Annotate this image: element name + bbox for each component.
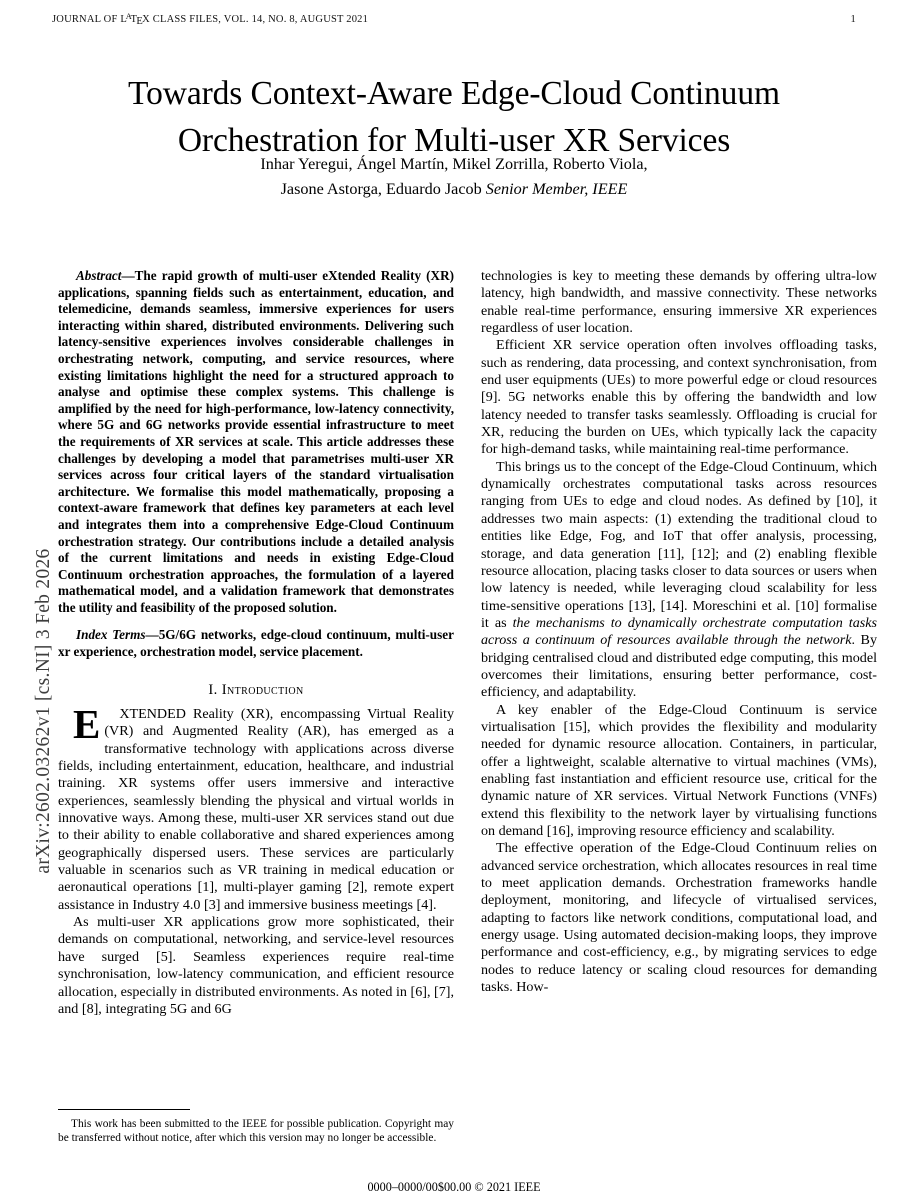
latex-a: A xyxy=(125,11,132,21)
running-head-left xyxy=(52,11,369,28)
page-footer: 0000–0000/00$00.00 © 2021 IEEE xyxy=(367,1180,541,1194)
latex-t: T xyxy=(130,14,138,25)
index-terms-paragraph xyxy=(58,627,454,660)
section-heading-introduction: I. Introduction xyxy=(208,681,304,698)
author-line-1: Inhar Yeregui, Ángel Martín, Mikel Zorrilla, Roberto Viola, xyxy=(260,155,648,173)
drop-cap: E xyxy=(73,701,101,747)
running-head-prefix: JOURNAL OF xyxy=(52,14,121,25)
index-terms-text: 5G/6G networks, edge-cloud continuum, multi-user xr experience, orchestration model, service placement. xyxy=(58,627,454,660)
intro-paragraph-1-text: XTENDED Reality (XR), encompassing Virtual Reality (VR) and Augmented Reality (AR), has emerged as a transformative technology with applications across diverse fields, including entertainment, education, healthcare, and industrial training. XR systems offer users immersive and interactive experiences, seamlessly blending the physical and virtual worlds in innovative ways. Among these, multi-user XR services stand out due to their ability to enable collaborative and shared experiences among geographically dispersed users. These services are particularly valuable in scenarios such as VR training in medical education or aeronautical operations [1], multi-player gaming [2], remote expert assistance in Industry 4.0 [3] and immersive business meetings [4]. xyxy=(58,706,454,913)
membership-grade: Senior Member, IEEE xyxy=(485,180,628,198)
footnote-block xyxy=(58,1118,454,1145)
running-head xyxy=(52,11,856,28)
abstract-text: The rapid growth of multi-user eXtended Reality (XR) applications, spanning fields such as entertainment, education, and telemedicine, demands seamless, immersive experiences for users interacting within shared, distributed environments. Delivering such latency-sensitive experiences involves considerable challenges in orchestrating network, computing, and service resources, where existing limitations highlight the need for a structured approach to analyse and optimise these complex systems. This challenge is amplified by the need for high-performance, low-latency connectivity, where 5G and 6G networks provide essential infrastructure to meet the requirements of XR services at scale. This article addresses these challenges by developing a model that parametrises multi-user XR services across four critical layers of the standard virtualisation architecture. We formalise this model mathematically, proposing a context-aware framework that defines key parameters at each level and integrates them into a comprehensive Edge-Cloud Continuum orchestration strategy. Our contributions include a detailed analysis of the current limitations and needs in existing Edge-Cloud Continuum orchestration approaches, the formulation of a layered mathematical model, and a validation framework that demonstrates the utility and feasibility of the proposed solution. xyxy=(58,268,454,615)
abstract-paragraph xyxy=(58,268,454,616)
latex-e: E xyxy=(136,16,143,28)
index-terms-dash: — xyxy=(145,627,159,643)
right-paragraph-1: technologies is key to meeting these demands by offering ultra-low latency, high bandwidth, and massive connectivity. These networks enable real-time performance, ensuring immersive XR experiences regardless of user location. xyxy=(481,268,877,337)
intro-paragraph-1 xyxy=(58,701,454,914)
latex-logo xyxy=(120,11,150,28)
right-paragraph-2: Efficient XR service operation often involves offloading tasks, such as rendering, data processing, and context synchronisation, from end user equipments (UEs) to more powerful edge or cloud resources [9]. 5G networks enable this by offering the bandwidth and low latency needed to transfer tasks seamlessly. Offloading is crucial for XR, reducing the burden on UEs, which typically lack the capacity for high-demand tasks, while maintaining real-time performance. xyxy=(481,337,877,458)
latex-x: X xyxy=(142,14,150,25)
column-left xyxy=(58,268,454,1018)
continuum-definition-quote: the mechanisms to dynamically orchestrate computation tasks across a continuum of resources available through the network xyxy=(481,614,877,649)
page-title: Towards Context-Aware Edge-Cloud Continuum Orchestration for Multi-user XR Services xyxy=(128,75,780,160)
right-paragraph-5: The effective operation of the Edge-Cloud Continuum relies on advanced service orchestration, which allocates resources in real time to meet application demands. Orchestration frameworks handle deployment, monitoring, and lifecycle of virtualised services, adapting to factors like network conditions, computational load, and energy usage. Using automated decision-making loops, they improve performance and cost-efficiency, e.g., by migrating services to edge nodes to reduce latency or scaling cloud resources for demanding tasks. How- xyxy=(481,840,877,996)
right-paragraph-3 xyxy=(481,459,877,702)
right-paragraph-4: A key enabler of the Edge-Cloud Continuum is service virtualisation [15], which provides the flexibility and modularity needed for dynamic resource allocation. Containers, in particular, offer a lightweight, scalable alternative to virtual machines (VMs), enabling fast instantiation and efficient resource use, critical for the dynamic nature of XR services. Virtual Network Functions (VNFs) extend this flexibility to the network layer by virtualising functions on demand [16], improving resource efficiency and scalability. xyxy=(481,701,877,839)
column-right xyxy=(481,268,877,996)
abstract-block xyxy=(58,268,454,661)
author-names-2: Jasone Astorga, Eduardo Jacob xyxy=(280,180,486,198)
right-paragraph-3b: . By bridging centralised cloud and distributed edge computing, this model overcomes their limitations, ensuring better performance, cost-efficiency, and adaptability. xyxy=(481,632,877,701)
intro-paragraph-2: As multi-user XR applications grow more sophisticated, their demands on computational, networking, and service-level resources have surged [5]. Seamless experiences require real-time synchronisation, low-latency communication, and efficient resource allocation, especially in distributed environments. As noted in [6], [7], and [8], integrating 5G and 6G xyxy=(58,914,454,1017)
index-terms-label: Index Terms xyxy=(76,627,146,643)
author-list xyxy=(70,152,838,202)
footnote-text: This work has been submitted to the IEEE for possible publication. Copyright may be transferred without notice, after which this version may no longer be accessible. xyxy=(58,1118,454,1144)
right-paragraph-3a: This brings us to the concept of the Edge-Cloud Continuum, which dynamically orchestrates computational tasks across resources ranging from UEs to edge and cloud nodes. As defined by [10], it addresses two main aspects: (1) extending the traditional cloud to entities like Edge, Fog, and IoT that offer analysis, processing, storage, and data generation [11], [12]; and (2) enabling flexible resource allocation, placing tasks closer to data sources or users when low latency is needed, while leveraging cloud scalability for less time-sensitive operations [13], [14]. Moreschini et al. [10] formalise it as xyxy=(481,458,877,631)
abstract-label: Abstract xyxy=(76,268,122,283)
running-head-suffix: CLASS FILES, VOL. 14, NO. 8, AUGUST 2021 xyxy=(149,14,369,25)
arxiv-stamp: arXiv:2602.03262v1 [cs.NI] 3 Feb 2026 xyxy=(33,548,54,874)
footnote-rule xyxy=(58,1109,190,1110)
page-number: 1 xyxy=(850,14,856,25)
author-line-2 xyxy=(70,177,838,202)
latex-l: L xyxy=(120,14,127,25)
abstract-dash: — xyxy=(121,268,135,283)
